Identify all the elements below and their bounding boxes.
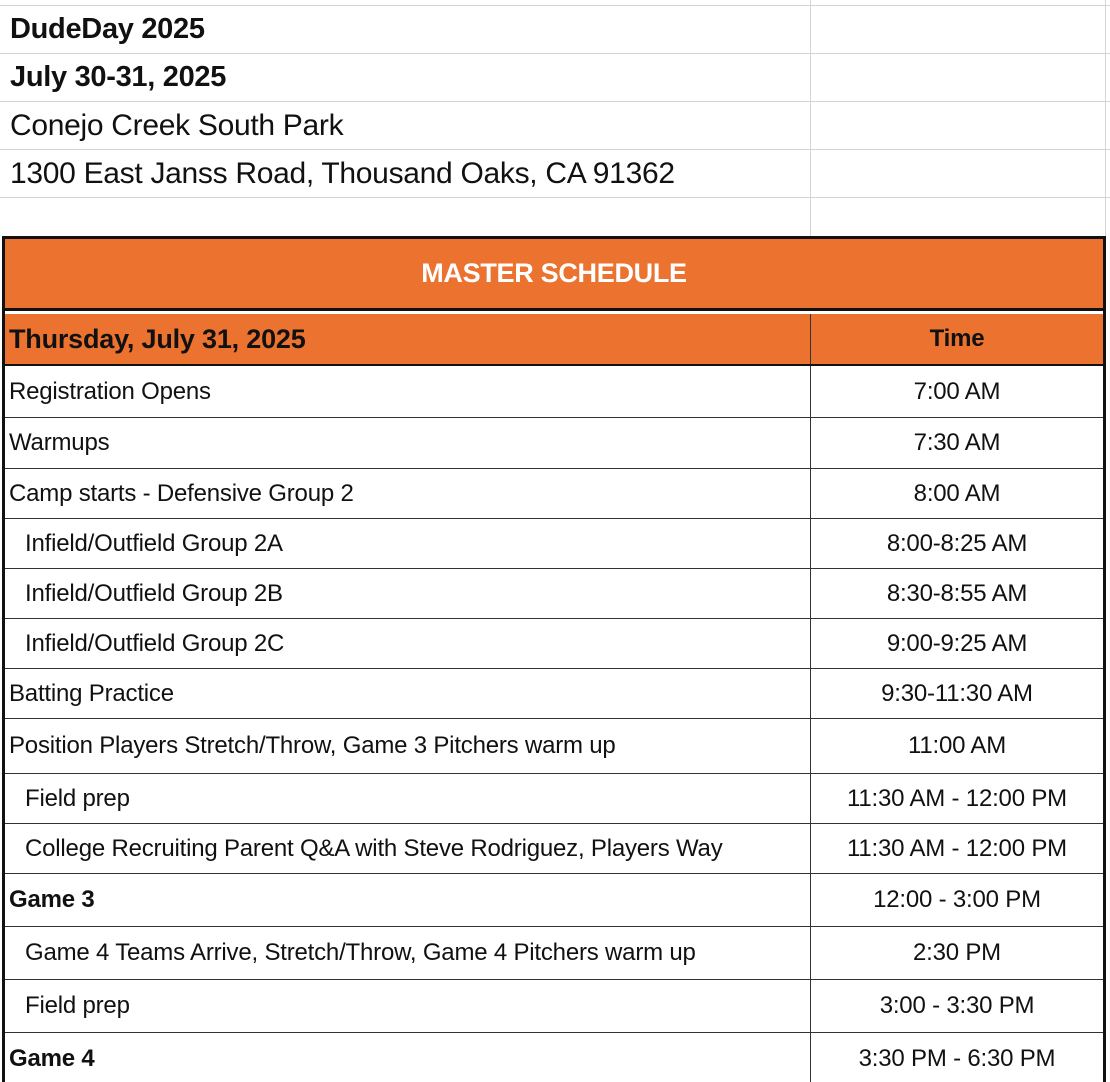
time-cell[interactable]: 12:00 - 3:00 PM — [873, 886, 1041, 913]
cell[interactable] — [0, 198, 811, 237]
cell[interactable] — [811, 6, 1106, 53]
time-cell[interactable]: 8:30-8:55 AM — [886, 579, 1028, 607]
time-cell[interactable]: 3:00 - 3:30 PM — [879, 992, 1035, 1019]
address-cell[interactable]: 1300 East Janss Road, Thousand Oaks, CA 91362 — [0, 150, 811, 197]
time-cell[interactable]: 8:00 AM — [913, 479, 1001, 507]
activity-cell[interactable]: Infield/Outfield Group 2B — [5, 569, 811, 618]
activity-cell[interactable]: Position Players Stretch/Throw, Game 3 Pitchers warm up — [5, 719, 811, 773]
table-row — [5, 469, 1103, 519]
activity-cell[interactable]: Field prep — [5, 774, 811, 823]
activity-cell[interactable]: Camp starts - Defensive Group 2 — [5, 469, 811, 518]
event-info-section — [0, 0, 1110, 237]
event-name-cell[interactable]: DudeDay 2025 — [0, 6, 811, 53]
cell[interactable] — [811, 102, 1106, 149]
cell[interactable] — [811, 150, 1106, 197]
table-row — [5, 927, 1103, 980]
table-row — [5, 669, 1103, 719]
activity-cell[interactable]: Game 4 Teams Arrive, Stretch/Throw, Game 4 Pitchers warm up — [5, 927, 811, 979]
sheet-row — [0, 54, 1110, 102]
activity-cell[interactable]: Game 4 — [5, 1033, 811, 1082]
activity-cell[interactable]: Warmups — [5, 418, 811, 468]
time-header-cell[interactable]: Time — [929, 325, 985, 352]
time-cell[interactable]: 9:30-11:30 AM — [881, 679, 1033, 707]
sheet-row — [0, 150, 1110, 198]
time-cell[interactable]: 8:00-8:25 AM — [886, 529, 1028, 557]
cell[interactable] — [811, 198, 1106, 237]
sheet-row-empty — [0, 198, 1110, 237]
activity-cell[interactable]: Game 3 — [5, 874, 811, 926]
sheet-row — [0, 102, 1110, 150]
activity-cell[interactable]: Field prep — [5, 980, 811, 1032]
sheet-row — [0, 6, 1110, 54]
activity-cell[interactable]: Registration Opens — [5, 366, 811, 417]
activity-cell[interactable]: College Recruiting Parent Q&A with Steve Rodriguez, Players Way — [5, 824, 811, 873]
table-row — [5, 980, 1103, 1033]
time-cell[interactable]: 11:30 AM - 12:00 PM — [847, 834, 1067, 862]
schedule-title[interactable]: MASTER SCHEDULE — [5, 239, 1103, 311]
table-row — [5, 719, 1103, 774]
activity-cell[interactable]: Infield/Outfield Group 2C — [5, 619, 811, 668]
time-cell[interactable]: 3:30 PM - 6:30 PM — [858, 1045, 1056, 1072]
table-row — [5, 824, 1103, 874]
cell[interactable] — [0, 0, 811, 5]
time-cell[interactable]: 2:30 PM — [913, 939, 1001, 966]
table-row — [5, 366, 1103, 418]
table-row — [5, 774, 1103, 824]
venue-cell[interactable]: Conejo Creek South Park — [0, 102, 811, 149]
activity-cell[interactable]: Batting Practice — [5, 669, 811, 718]
day-header-cell[interactable]: Thursday, July 31, 2025 — [5, 314, 811, 364]
time-cell[interactable]: 11:00 AM — [907, 732, 1007, 759]
table-row — [5, 874, 1103, 927]
table-row — [5, 519, 1103, 569]
table-row — [5, 418, 1103, 469]
time-cell[interactable]: 9:00-9:25 AM — [886, 629, 1028, 657]
table-row — [5, 619, 1103, 669]
time-cell[interactable]: 7:00 AM — [913, 377, 1001, 405]
activity-cell[interactable]: Infield/Outfield Group 2A — [5, 519, 811, 568]
time-cell[interactable]: 7:30 AM — [913, 429, 1001, 456]
cell[interactable] — [811, 54, 1106, 101]
time-cell[interactable]: 11:30 AM - 12:00 PM — [847, 784, 1067, 812]
schedule-header-row — [5, 314, 1103, 366]
table-row — [5, 1033, 1103, 1082]
event-dates-cell[interactable]: July 30-31, 2025 — [0, 54, 811, 101]
cell[interactable] — [811, 0, 1106, 5]
table-row — [5, 569, 1103, 619]
master-schedule-table — [2, 236, 1106, 1082]
